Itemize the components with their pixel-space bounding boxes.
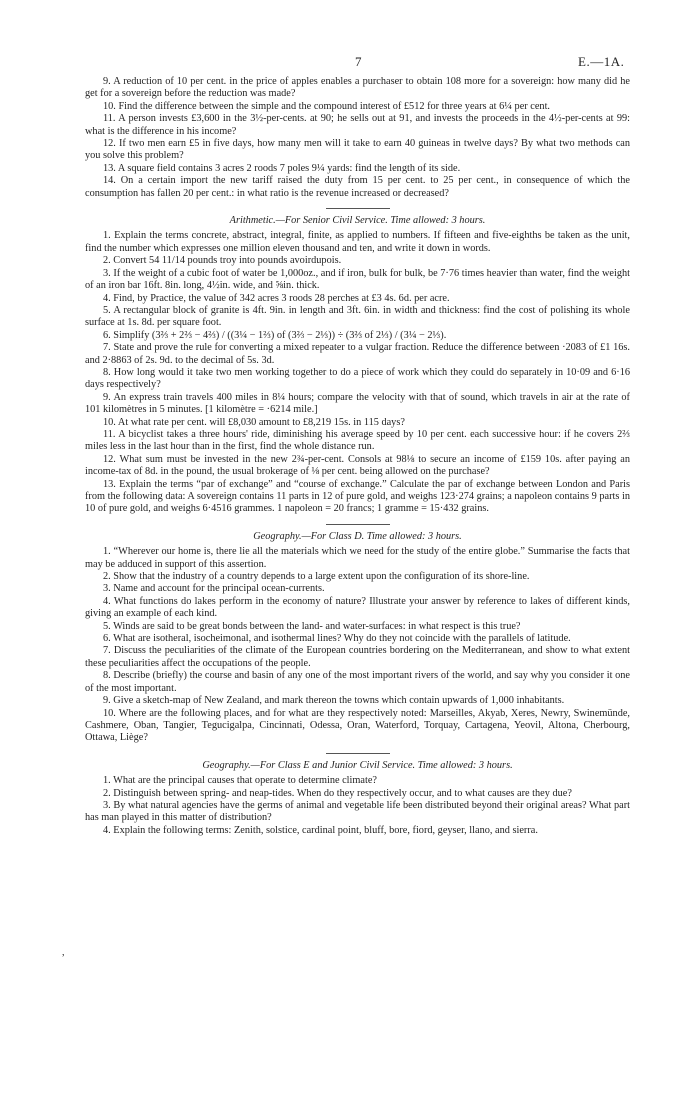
question-item: 10. At what rate per cent. will £8,030 amount to £8,219 15s. in 115 days?	[103, 416, 405, 428]
question-item: 6. What are isotheral, isocheimonal, and isothermal lines? Why do they not coincide with the parallels of latitude.	[103, 633, 571, 645]
question-item: 5. Winds are said to be great bonds between the land- and water-surfaces: in what respect is this true?	[103, 620, 521, 632]
question-block-continued	[85, 76, 630, 200]
question-item: 6. Simplify (3⅔ + 2⅔ − 4⅔) / ((3¼ − 1⅔) of (3⅔ − 2⅓)) ÷ (3⅔ of 2⅓) / (3¼ − 2⅓).	[103, 329, 447, 341]
page-body	[85, 76, 630, 837]
section-arithmetic	[85, 215, 630, 516]
section-divider	[326, 524, 390, 525]
question-item: 1. “Wherever our home is, there lie all the materials which we need for the study of the entire globe.” Summarise the facts that may be adduced in support of this assertion.	[85, 546, 630, 570]
section-divider	[326, 753, 390, 754]
question-item: 5. A rectangular block of granite is 4ft. 9in. in length and 3ft. 6in. in width and thickness: find the cost of polishing its whole surface at 1s. 8d. per square foot.	[85, 304, 630, 329]
question-item: 11. A bicyclist takes a three hours' ride, diminishing his average speed by 10 per cent. each successive hour: if he covers 2⅔ miles less in the last hour than in the first, find the whole distance run.	[85, 428, 630, 453]
question-item: 7. Discuss the peculiarities of the climate of the European countries bordering on the Mediterranean, and show to what extent these peculiarities affect the occupations of the people.	[85, 645, 630, 669]
question-item: 2. Distinguish between spring- and neap-tides. When do they respectively occur, and to what causes are they due?	[103, 787, 572, 799]
question-item: 10. Find the difference between the simple and the compound interest of £512 for three years at 6¼ per cent.	[103, 100, 551, 112]
section-geography-class-e	[85, 760, 630, 837]
section-heading: Geography.—For Class E and Junior Civil Service. Time allowed: 3 hours.	[202, 759, 513, 771]
question-item: 9. A reduction of 10 per cent. in the price of apples enables a purchaser to obtain 108 more for a sovereign: how many did he get for a sovereign before the reduction was made?	[85, 76, 630, 100]
page-number: 7	[355, 54, 362, 69]
question-item: 1. What are the principal causes that operate to determine climate?	[103, 775, 377, 787]
question-item: 4. What functions do lakes perform in the economy of nature? Illustrate your answer by reference to lakes of different kinds, giving an example of each kind.	[85, 595, 630, 620]
question-item: 2. Convert 54 11/14 pounds troy into pounds avoirdupois.	[103, 255, 342, 267]
question-item: 9. Give a sketch-map of New Zealand, and mark thereon the towns which contain upwards of 1,000 inhabitants.	[103, 695, 565, 707]
document-reference: E.—1A.	[578, 54, 625, 69]
section-divider	[326, 208, 390, 209]
page-header	[0, 54, 700, 70]
question-item: 4. Find, by Practice, the value of 342 acres 3 roods 28 perches at £3 4s. 6d. per acre.	[103, 292, 450, 304]
question-item: 2. Show that the industry of a country depends to a large extent upon the configuration of its shore-line.	[103, 571, 530, 583]
question-item: 12. What sum must be invested in the new 2¾-per-cent. Consols at 98⅛ to secure an income of £159 10s. after paying an income-tax of 8d. in the pound, the usual brokerage of ⅛ per cent. being allowed on the purchase?	[85, 453, 630, 478]
section-heading: Geography.—For Class D. Time allowed: 3 hours.	[253, 530, 462, 542]
question-item: 3. If the weight of a cubic foot of water be 1,000oz., and if iron, bulk for bulk, be 7·76 times heavier than water, find the weight of an iron bar 16ft. 8in. long, 4½in. wide, and ⅝in. thick.	[85, 267, 630, 292]
question-item: 13. Explain the terms “par of exchange” and “course of exchange.” Calculate the par of exchange between London and Paris from the following data: A sovereign contains 11 parts in 12 of pure gold, and weighs 123·274 grains; a napoleon contains 9 parts in 10 of pure gold, and weighs 6·4516 grammes. 1 napoleon = 20 francs; 1 gramme = 15·432 grains.	[85, 478, 630, 515]
question-item: 7. State and prove the rule for converting a mixed repeater to a vulgar fraction. Reduce the difference between ·2083 of £1 16s. and 2·8863 of 2s. 9d. to the decimal of 5s. 3d.	[85, 342, 630, 366]
question-item: 3. By what natural agencies have the germs of animal and vegetable life been distributed beyond their original areas? What part has man played in this matter of distribution?	[85, 799, 630, 824]
margin-mark: ,	[62, 947, 65, 958]
question-item: 12. If two men earn £5 in five days, how many men will it take to earn 40 guineas in twelve days? By what two methods can you solve this problem?	[85, 138, 630, 162]
question-item: 1. Explain the terms concrete, abstract, integral, finite, as applied to numbers. If fifteen and five-eighths be taken as the unit, find the number which expresses one million eleven thousand and ten, and write it down in words.	[85, 230, 630, 254]
question-item: 11. A person invests £3,600 in the 3½-per-cents. at 90; he sells out at 91, and invests the proceeds in the 4½-per-cents at 99: what is the difference in his income?	[85, 113, 630, 137]
question-item: 10. Where are the following places, and for what are they respectively noted: Marseilles, Akyab, Xeres, Newry, Swinemünde, Cashmere, Oban, Tangier, Tegucigalpa, Cincinnati, Odessa, Oran, Waterford, Torquay, Cartagena, Yeovil, Altona, Cherbourg, Ottawa, Liège?	[85, 707, 630, 744]
question-item: 8. How long would it take two men working together to do a piece of work which they could do separately in 10·09 and 6·16 days respectively?	[85, 366, 630, 391]
question-item: 3. Name and account for the principal ocean-currents.	[103, 583, 325, 595]
question-item: 14. On a certain import the new tariff raised the duty from 15 per cent. to 25 per cent., in consequence of which the consumption has fallen 20 per cent.: in what ratio is the revenue increased or decreased?	[85, 175, 630, 199]
question-item: 8. Describe (briefly) the course and basin of any one of the most important rivers of the world, and say why you consider it one of the most important.	[85, 670, 630, 694]
question-item: 9. An express train travels 400 miles in 8¼ hours; compare the velocity with that of sound, which travels in air at the rate of 101 kilomètres in 5 minutes. [1 kilomètre = ·6214 mile.]	[85, 391, 630, 416]
section-heading: Arithmetic.—For Senior Civil Service. Time allowed: 3 hours.	[229, 215, 486, 227]
question-item: 13. A square field contains 3 acres 2 roods 7 poles 9¼ yards: find the length of its side.	[103, 162, 461, 174]
section-geography-class-d	[85, 531, 630, 745]
question-item: 4. Explain the following terms: Zenith, solstice, cardinal point, bluff, bore, fiord, geyser, llano, and sierra.	[103, 824, 538, 836]
